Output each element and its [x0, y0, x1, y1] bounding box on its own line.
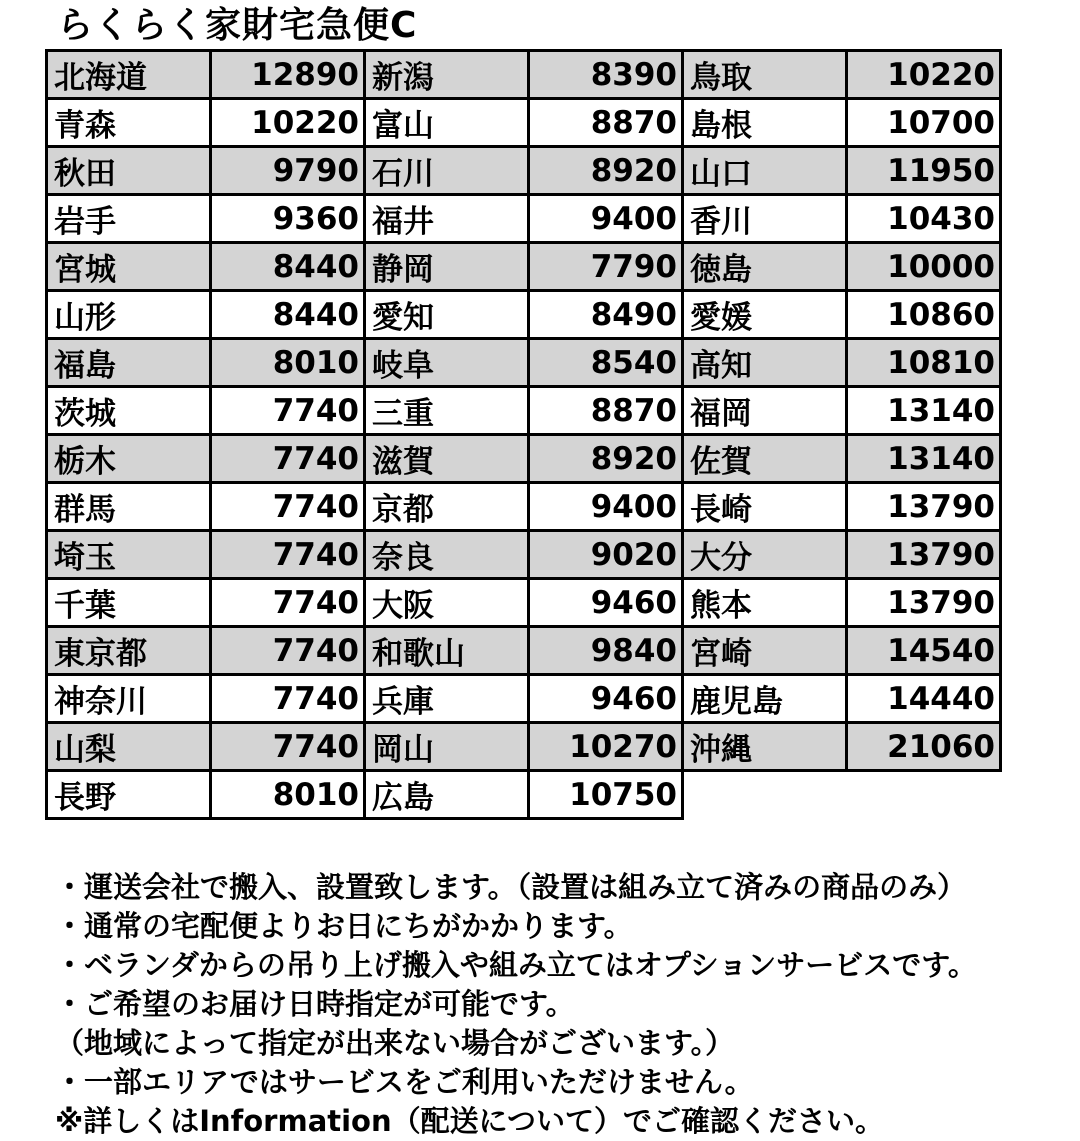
price-cell: 9400	[529, 483, 683, 531]
empty-cell	[847, 771, 1001, 819]
table-row	[47, 675, 1001, 723]
prefecture-cell: 愛知	[365, 291, 529, 339]
prefecture-cell: 群馬	[47, 483, 211, 531]
prefecture-cell: 福島	[47, 339, 211, 387]
price-cell: 8870	[529, 387, 683, 435]
empty-cell	[683, 771, 847, 819]
price-cell: 11950	[847, 147, 1001, 195]
prefecture-cell: 宮城	[47, 243, 211, 291]
fee-table-body	[47, 51, 1001, 819]
prefecture-cell: 埼玉	[47, 531, 211, 579]
note-line: ・ご希望のお届け日時指定が可能です。	[55, 987, 575, 1022]
price-cell: 7790	[529, 243, 683, 291]
prefecture-cell: 栃木	[47, 435, 211, 483]
note-line: ・一部エリアではサービスをご利用いただけません。	[55, 1065, 754, 1100]
prefecture-cell: 宮崎	[683, 627, 847, 675]
prefecture-cell: 福井	[365, 195, 529, 243]
table-row	[47, 243, 1001, 291]
table-row	[47, 147, 1001, 195]
table-row	[47, 435, 1001, 483]
price-cell: 8540	[529, 339, 683, 387]
prefecture-cell: 香川	[683, 195, 847, 243]
prefecture-cell: 高知	[683, 339, 847, 387]
price-cell: 7740	[211, 387, 365, 435]
note-line: （地域によって指定が出来ない場合がございます。）	[55, 1026, 735, 1061]
price-cell: 9400	[529, 195, 683, 243]
prefecture-cell: 岐阜	[365, 339, 529, 387]
price-cell: 8870	[529, 99, 683, 147]
price-cell: 9460	[529, 675, 683, 723]
table-row	[47, 339, 1001, 387]
price-cell: 14440	[847, 675, 1001, 723]
prefecture-cell: 神奈川	[47, 675, 211, 723]
price-cell: 14540	[847, 627, 1001, 675]
prefecture-cell: 富山	[365, 99, 529, 147]
price-cell: 7740	[211, 435, 365, 483]
prefecture-cell: 山梨	[47, 723, 211, 771]
price-cell: 9460	[529, 579, 683, 627]
shipping-fee-table	[45, 49, 1002, 820]
prefecture-cell: 沖縄	[683, 723, 847, 771]
prefecture-cell: 秋田	[47, 147, 211, 195]
price-cell: 8920	[529, 147, 683, 195]
table-row	[47, 99, 1001, 147]
table-row	[47, 291, 1001, 339]
prefecture-cell: 長野	[47, 771, 211, 819]
price-cell: 7740	[211, 627, 365, 675]
prefecture-cell: 鹿児島	[683, 675, 847, 723]
prefecture-cell: 東京都	[47, 627, 211, 675]
prefecture-cell: 新潟	[365, 51, 529, 99]
prefecture-cell: 和歌山	[365, 627, 529, 675]
table-row	[47, 723, 1001, 771]
prefecture-cell: 島根	[683, 99, 847, 147]
notes	[55, 868, 1080, 1141]
prefecture-cell: 静岡	[365, 243, 529, 291]
price-cell: 8010	[211, 339, 365, 387]
price-cell: 7740	[211, 483, 365, 531]
prefecture-cell: 愛媛	[683, 291, 847, 339]
prefecture-cell: 青森	[47, 99, 211, 147]
price-cell: 8490	[529, 291, 683, 339]
prefecture-cell: 岩手	[47, 195, 211, 243]
prefecture-cell: 大阪	[365, 579, 529, 627]
prefecture-cell: 石川	[365, 147, 529, 195]
table-row	[47, 627, 1001, 675]
price-cell: 9790	[211, 147, 365, 195]
note-line: ・運送会社で搬入、設置致します。（設置は組み立て済みの商品のみ）	[55, 870, 967, 905]
price-cell: 10220	[847, 51, 1001, 99]
prefecture-cell: 佐賀	[683, 435, 847, 483]
price-cell: 10220	[211, 99, 365, 147]
price-cell: 7740	[211, 531, 365, 579]
price-cell: 10430	[847, 195, 1001, 243]
prefecture-cell: 長崎	[683, 483, 847, 531]
prefecture-cell: 北海道	[47, 51, 211, 99]
page-title: らくらく家財宅急便C	[57, 5, 418, 46]
prefecture-cell: 三重	[365, 387, 529, 435]
price-cell: 10810	[847, 339, 1001, 387]
prefecture-cell: 茨城	[47, 387, 211, 435]
price-cell: 10860	[847, 291, 1001, 339]
prefecture-cell: 千葉	[47, 579, 211, 627]
price-cell: 7740	[211, 675, 365, 723]
prefecture-cell: 奈良	[365, 531, 529, 579]
price-cell: 8390	[529, 51, 683, 99]
price-cell: 13140	[847, 435, 1001, 483]
prefecture-cell: 福岡	[683, 387, 847, 435]
prefecture-cell: 徳島	[683, 243, 847, 291]
price-cell: 21060	[847, 723, 1001, 771]
prefecture-cell: 滋賀	[365, 435, 529, 483]
price-cell: 8440	[211, 243, 365, 291]
price-cell: 13790	[847, 483, 1001, 531]
prefecture-cell: 京都	[365, 483, 529, 531]
price-cell: 7740	[211, 723, 365, 771]
note-line: ・通常の宅配便よりお日にちがかかります。	[55, 909, 633, 944]
price-cell: 9020	[529, 531, 683, 579]
price-cell: 8920	[529, 435, 683, 483]
table-row	[47, 483, 1001, 531]
table-row	[47, 531, 1001, 579]
price-cell: 12890	[211, 51, 365, 99]
note-line: ※詳しくはInformation（配送について）でご確認ください。	[55, 1104, 885, 1139]
prefecture-cell: 鳥取	[683, 51, 847, 99]
table-row	[47, 579, 1001, 627]
prefecture-cell: 熊本	[683, 579, 847, 627]
price-cell: 7740	[211, 579, 365, 627]
prefecture-cell: 兵庫	[365, 675, 529, 723]
table-row	[47, 387, 1001, 435]
price-cell: 8010	[211, 771, 365, 819]
prefecture-cell: 大分	[683, 531, 847, 579]
note-line: ・ベランダからの吊り上げ搬入や組み立てはオプションサービスです。	[55, 948, 977, 983]
table-row	[47, 51, 1001, 99]
price-cell: 8440	[211, 291, 365, 339]
price-cell: 13140	[847, 387, 1001, 435]
table-row	[47, 195, 1001, 243]
price-cell: 9360	[211, 195, 365, 243]
page	[0, 4, 1080, 1139]
prefecture-cell: 山口	[683, 147, 847, 195]
table-row	[47, 771, 1001, 819]
price-cell: 13790	[847, 531, 1001, 579]
price-cell: 10000	[847, 243, 1001, 291]
prefecture-cell: 広島	[365, 771, 529, 819]
price-cell: 9840	[529, 627, 683, 675]
prefecture-cell: 山形	[47, 291, 211, 339]
prefecture-cell: 岡山	[365, 723, 529, 771]
price-cell: 13790	[847, 579, 1001, 627]
price-cell: 10750	[529, 771, 683, 819]
price-cell: 10270	[529, 723, 683, 771]
price-cell: 10700	[847, 99, 1001, 147]
